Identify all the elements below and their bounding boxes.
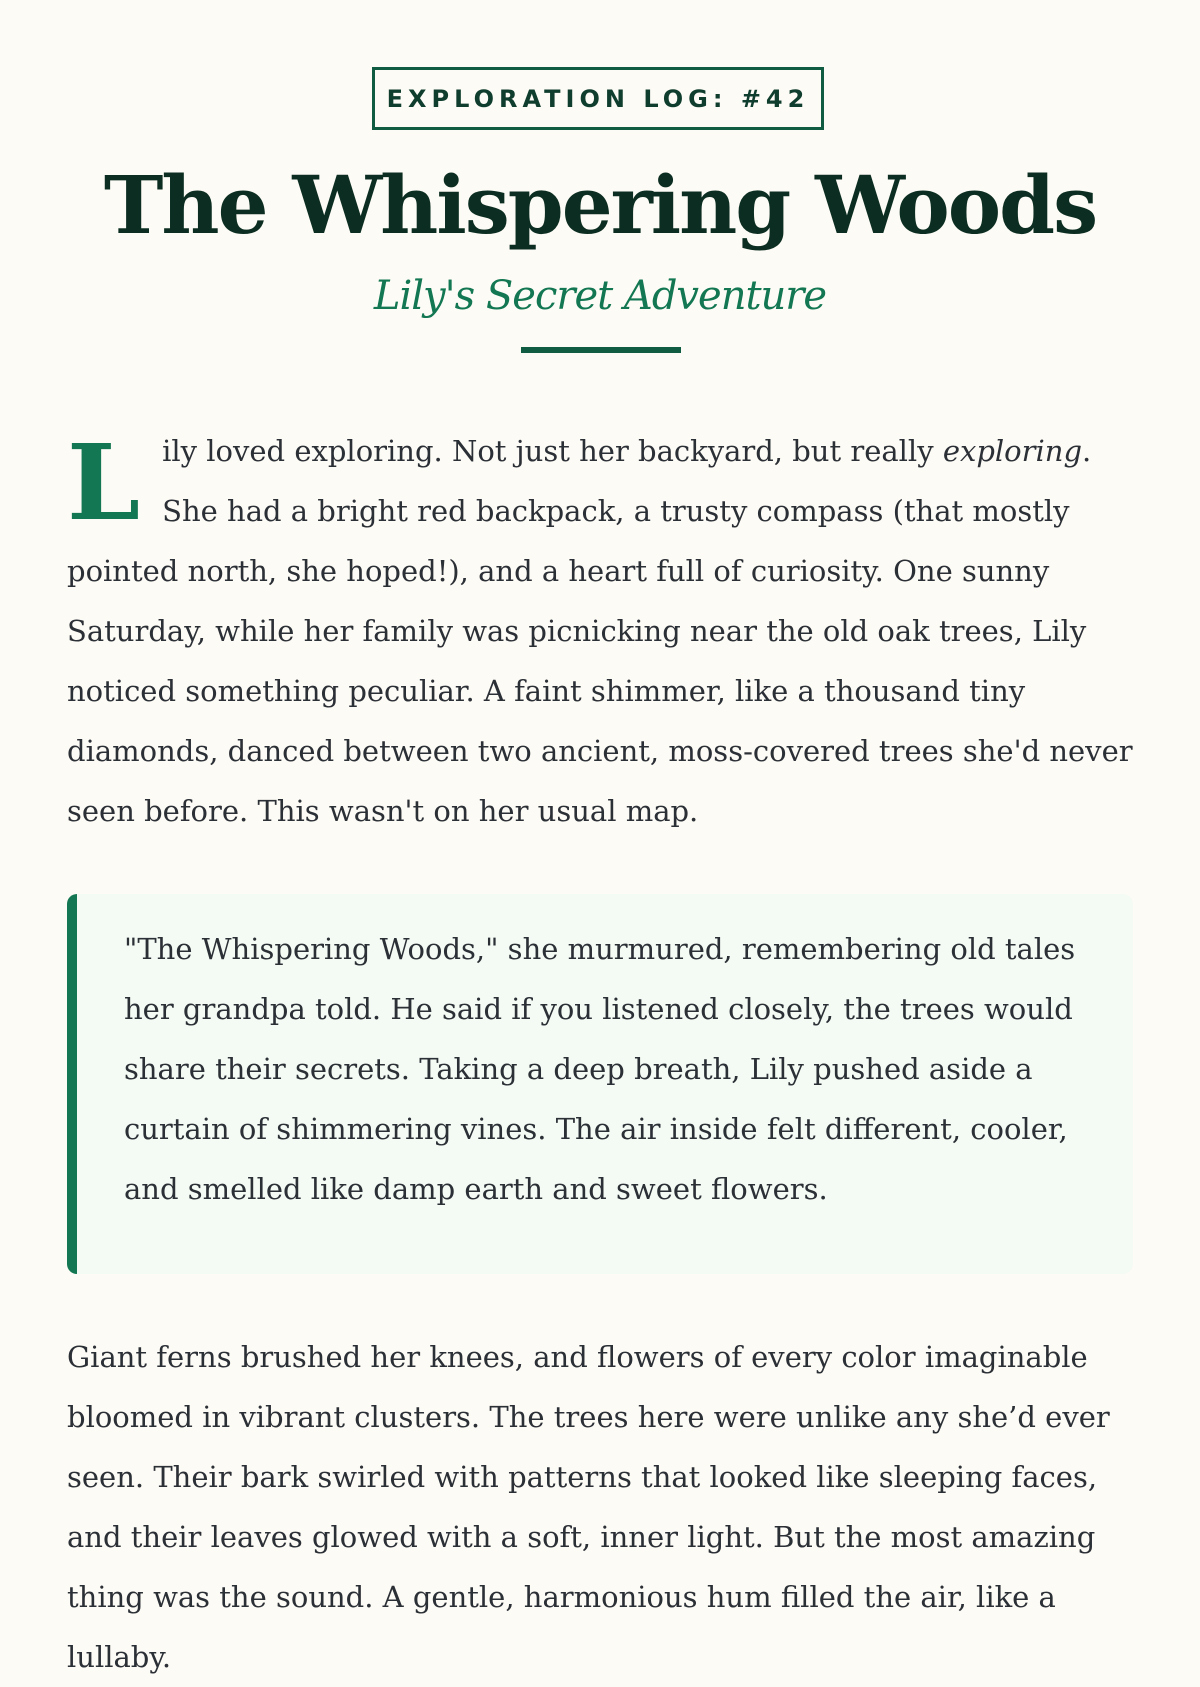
log-label: EXPLORATION LOG: #42 (386, 84, 810, 113)
log-badge (372, 67, 824, 130)
page-subtitle: Lily's Secret Adventure (373, 273, 827, 319)
paragraph-1-text-end: . She had a bright red backpack, a trusty compass (that mostly pointed north, she hoped!), and a heart full of curiosity. One sunny Saturday, while her family was picnicking near the old oak trees, Lily noticed something peculiar. A faint shimmer, like a thousand tiny diamonds, danced between two ancient, moss-covered trees she'd never seen before. This wasn't on her usual map. (67, 434, 1133, 828)
story-blockquote (67, 894, 1133, 1274)
title-divider (521, 347, 681, 353)
paragraph-1-text-start: ily loved exploring. Not just her backyard, but really (162, 434, 943, 468)
story-paragraph-2: Giant ferns brushed her knees, and flowers of every color imaginable bloomed in vibrant clusters. The trees here were unlike any she’d ever seen. Their bark swirled with patterns that looked like sleeping faces, and their leaves glowed with a soft, inner light. But the most amazing thing was the sound. A gentle, harmonious hum filled the air, like a lullaby. (67, 1340, 1110, 1674)
paragraph-1-emphasis: exploring (942, 434, 1083, 468)
drop-cap: L (67, 421, 141, 544)
blockquote-text: "The Whispering Woods," she murmured, remembering old tales her grandpa told. He said if you listened closely, the trees would share their secrets. Taking a deep breath, Lily pushed aside a curtain of shimmering vines. The air inside felt different, cooler, and smelled like damp earth and sweet flowers. (124, 932, 1076, 1206)
story-paragraph-1 (67, 421, 1133, 841)
page-title: The Whispering Woods (103, 158, 1097, 252)
